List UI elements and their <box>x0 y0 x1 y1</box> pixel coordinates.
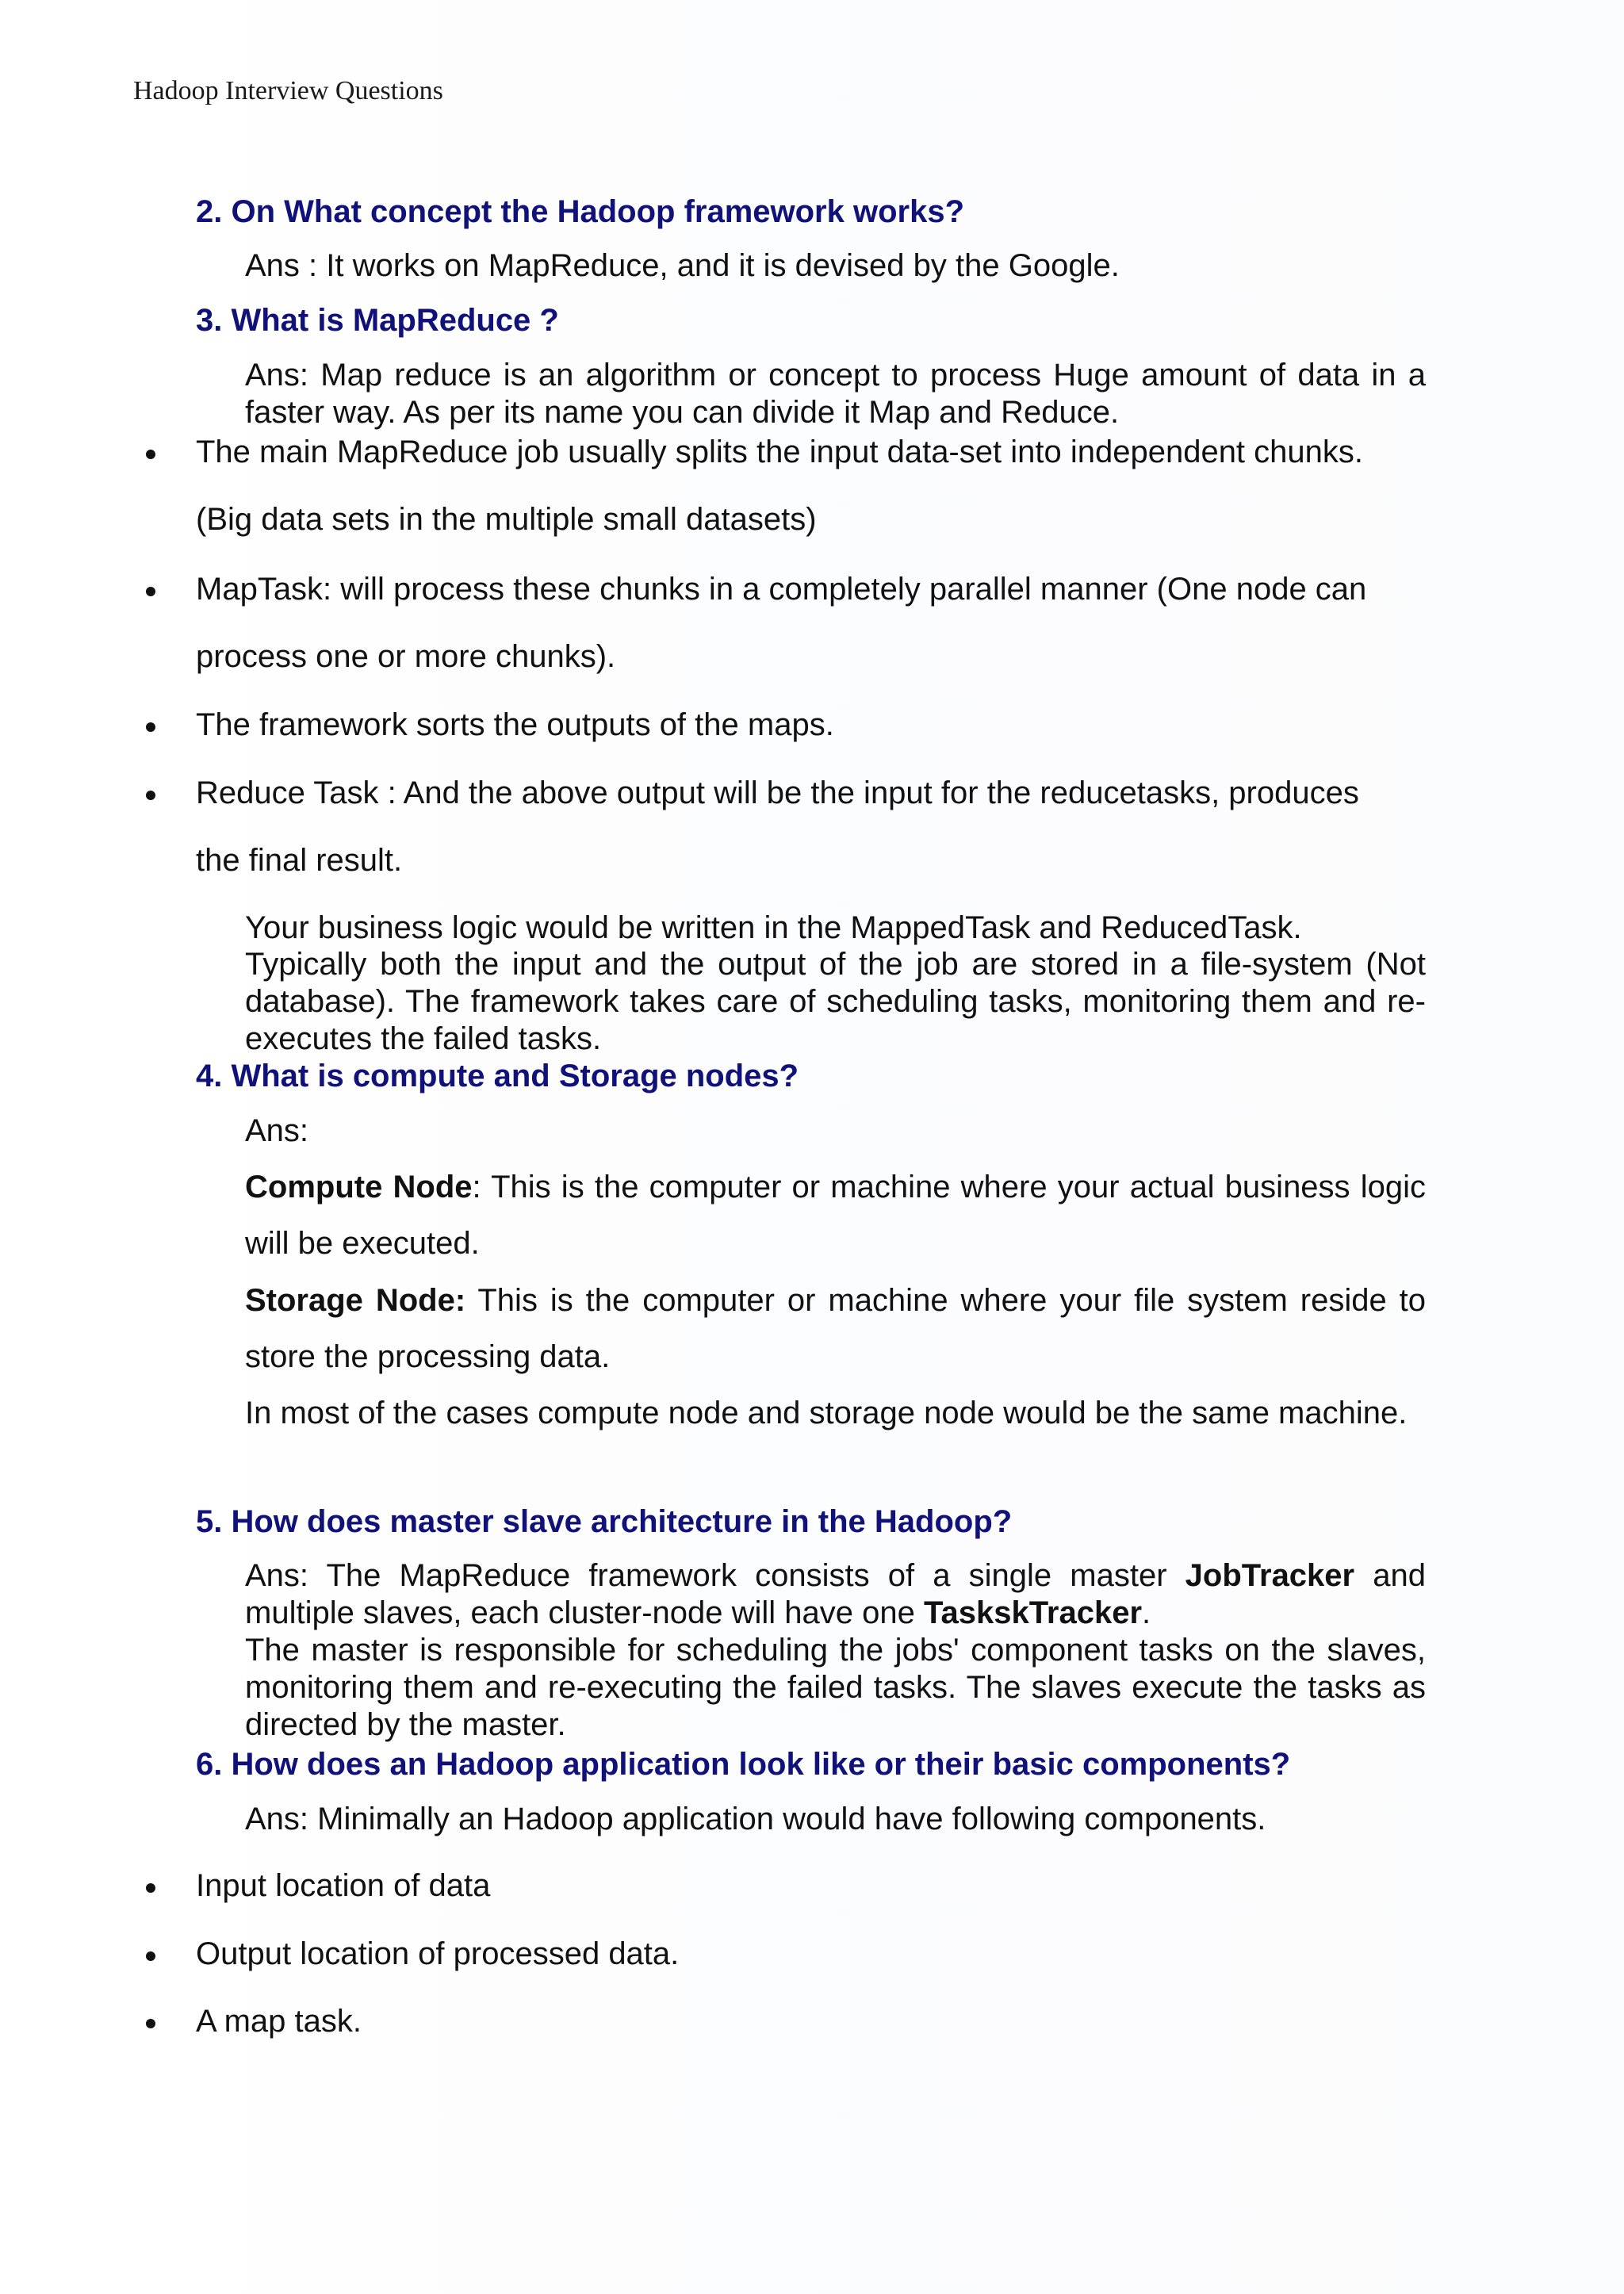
question-6-answer: Ans: Minimally an Hadoop application would have following components. <box>245 1802 1266 1836</box>
bullet-item-reducetask <box>196 760 1433 894</box>
compute-node-term: Compute Node <box>245 1170 473 1204</box>
bullet-dot <box>146 2019 155 2028</box>
bullet-dot <box>146 1883 155 1893</box>
bullet-item-map-task: A map task. <box>196 2004 362 2039</box>
question-4-heading: 4. What is compute and Storage nodes? <box>196 1059 799 1093</box>
bullet-dot <box>146 791 155 800</box>
bullet-line: Reduce Task : And the above output will be the input for the reducetasks, produces <box>196 776 1359 810</box>
storage-node-term: Storage Node: <box>245 1283 466 1318</box>
running-header: Hadoop Interview Questions <box>133 76 443 105</box>
storage-node-paragraph <box>245 1273 1426 1385</box>
q5-text: Ans: The MapReduce framework consists of a single master <box>245 1558 1185 1593</box>
bullet-dot <box>146 587 155 596</box>
bullet-dot <box>146 450 155 459</box>
compute-node-paragraph <box>245 1159 1426 1272</box>
question-3-answer: Ans: Map reduce is an algorithm or concept to process Huge amount of data in a faster way. As per its name you can divide it Map and Reduce. <box>245 358 1426 430</box>
bullet-dot <box>146 1951 155 1961</box>
bullet-line: the final result. <box>196 843 403 878</box>
storage-paragraph: Typically both the input and the output of the job are stored in a file-system (Not database). The framework takes care of scheduling tasks, monitoring them and re-executes the failed tasks. <box>245 947 1426 1056</box>
question-6-heading: 6. How does an Hadoop application look like or their basic components? <box>196 1747 1291 1782</box>
question-4-ans-label: Ans: <box>245 1113 309 1148</box>
bullet-line: (Big data sets in the multiple small datasets) <box>196 502 817 537</box>
bullet-line: process one or more chunks). <box>196 639 616 674</box>
bullet-dot <box>146 722 155 732</box>
q5-text: and multiple slaves, each cluster-node will have one <box>245 1558 1426 1630</box>
tasktracker-term: TaskskTracker <box>924 1595 1143 1630</box>
bullet-item-maptask <box>196 556 1433 691</box>
bullet-item-sorts <box>196 691 1433 759</box>
business-logic-line: Your business logic would be written in the MappedTask and ReducedTask. <box>245 910 1302 945</box>
question-2-answer: Ans : It works on MapReduce, and it is devised by the Google. <box>245 248 1120 283</box>
bullet-line: The framework sorts the outputs of the maps. <box>196 707 834 742</box>
question-5-heading: 5. How does master slave architecture in the Hadoop? <box>196 1504 1013 1539</box>
bullet-line: The main MapReduce job usually splits the input data-set into independent chunks. <box>196 435 1364 469</box>
master-paragraph: The master is responsible for scheduling the jobs' component tasks on the slaves, monitoring them and re-executing the failed tasks. The slaves execute the tasks as directed by the master. <box>245 1633 1426 1742</box>
question-5-answer <box>245 1557 1426 1632</box>
q5-text: . <box>1142 1595 1151 1630</box>
bullet-item-splits <box>196 419 1433 553</box>
jobtracker-term: JobTracker <box>1185 1558 1355 1593</box>
compute-node-text: : This is the computer or machine where your actual business logic will be executed. <box>245 1170 1426 1261</box>
bullet-item-output-location: Output location of processed data. <box>196 1936 680 1971</box>
question-2-heading: 2. On What concept the Hadoop framework works? <box>196 194 965 229</box>
bullet-item-input-location: Input location of data <box>196 1868 491 1903</box>
question-3-heading: 3. What is MapReduce ? <box>196 303 559 338</box>
same-machine-paragraph: In most of the cases compute node and storage node would be the same machine. <box>245 1396 1408 1430</box>
storage-node-text: This is the computer or machine where your file system reside to store the processing data. <box>245 1283 1426 1374</box>
bullet-line: MapTask: will process these chunks in a completely parallel manner (One node can <box>196 572 1367 607</box>
